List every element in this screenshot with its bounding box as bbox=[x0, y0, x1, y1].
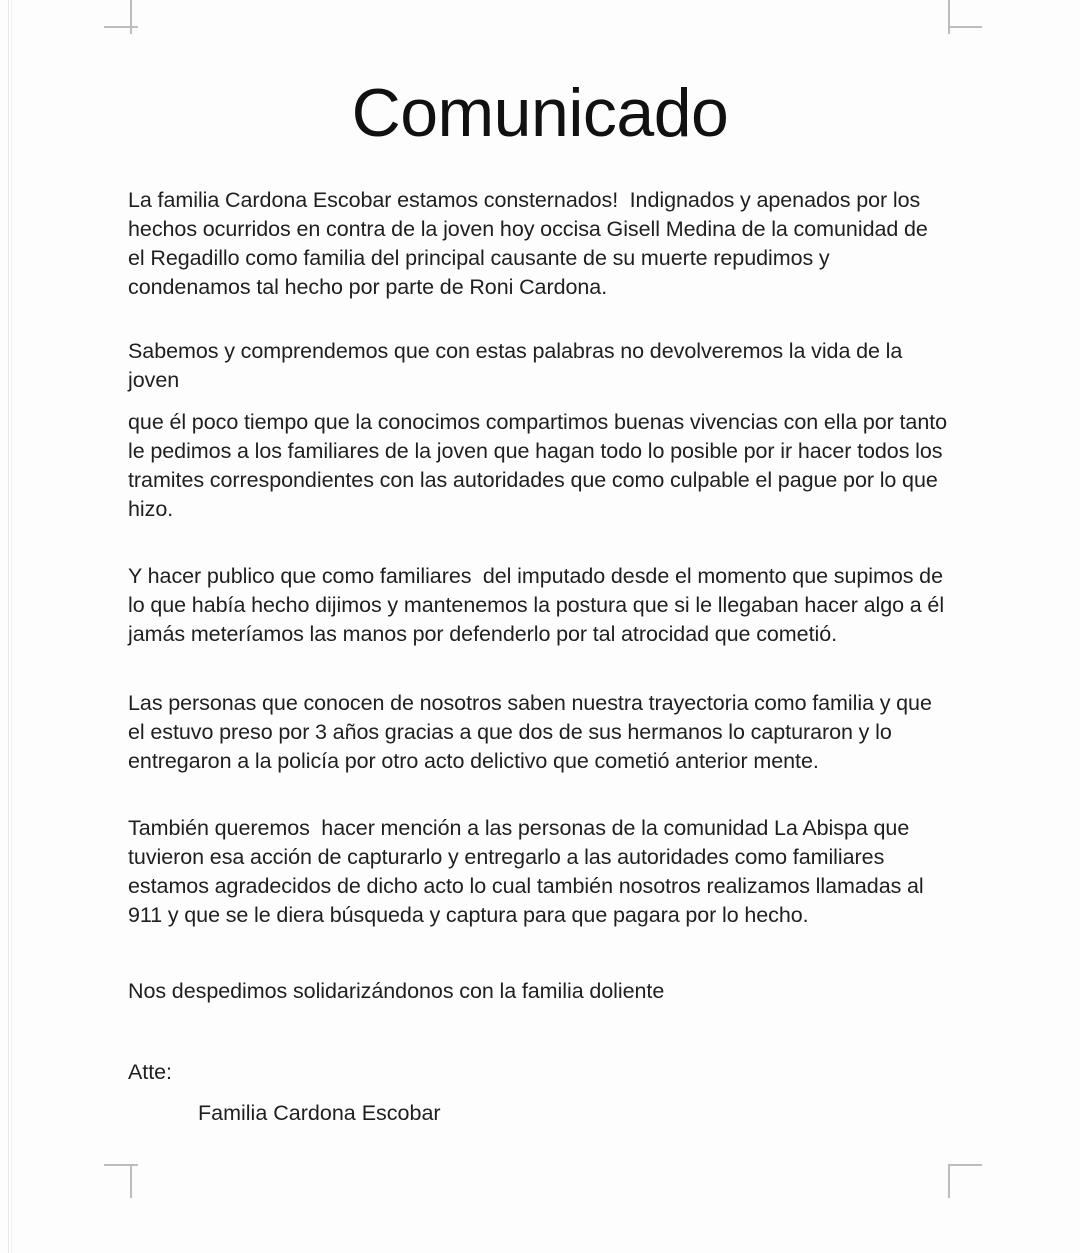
crop-mark-bottom-left bbox=[104, 1164, 138, 1198]
paragraph-5: También queremos hacer mención a las personas de la comunidad La Abispa que tuvieron esa acción de capturarlo y entregarlo a las autoridades como familiares estamos agradecidos de dicho acto lo cual también nosotros realizamos llamadas al 911 y que se le diera búsqueda y captura para que pagara por lo hecho. bbox=[128, 816, 930, 927]
crop-mark-vertical bbox=[948, 1164, 950, 1198]
page-edge-line-secondary bbox=[11, 0, 12, 1253]
page-edge-line bbox=[8, 0, 9, 1253]
document-body bbox=[128, 186, 953, 1128]
crop-mark-top-right bbox=[942, 0, 976, 34]
document-title: Comunicado bbox=[351, 74, 729, 151]
crop-mark-top-left bbox=[104, 0, 138, 34]
crop-mark-bottom-right bbox=[942, 1164, 976, 1198]
sign-off-label: Atte: bbox=[128, 1060, 172, 1084]
paragraph-2-continued: que él poco tiempo que la conocimos compartimos buenas vivencias con ella por tanto le pedimos a los familiares de la joven que hagan todo lo posible por ir hacer todos los tramites correspondientes con las autoridades que como culpable el pague por lo que hizo. bbox=[128, 410, 953, 521]
crop-mark-horizontal bbox=[948, 26, 982, 28]
crop-mark-horizontal bbox=[104, 1164, 138, 1166]
crop-mark-vertical bbox=[130, 1164, 132, 1198]
paragraph-3: Y hacer publico que como familiares del imputado desde el momento que supimos de lo que había hecho dijimos y mantenemos la postura que si le llegaban hacer algo a él jamás meteríamos las manos por defenderlo por tal atrocidad que cometió. bbox=[128, 564, 950, 646]
paragraph-1: La familia Cardona Escobar estamos consternados! Indignados y apenados por los hechos ocurridos en contra de la joven hoy occisa Gisell Medina de la comunidad de el Regadillo como familia del principal causante de su muerte repudimos y condenamos tal hecho por parte de Roni Cardona. bbox=[128, 188, 934, 299]
paragraph-2-line-1: Sabemos y comprendemos que con estas palabras no devolveremos la vida de la joven bbox=[128, 339, 908, 392]
signature: Familia Cardona Escobar bbox=[198, 1101, 441, 1125]
crop-mark-horizontal bbox=[948, 1164, 982, 1166]
crop-mark-vertical bbox=[948, 0, 950, 34]
crop-mark-horizontal bbox=[104, 26, 138, 28]
paragraph-4: Las personas que conocen de nosotros saben nuestra trayectoria como familia y que el estuvo preso por 3 años gracias a que dos de sus hermanos lo capturaron y lo entregaron a la policía por otro acto delictivo que cometió anterior mente. bbox=[128, 691, 938, 773]
crop-mark-vertical bbox=[130, 0, 132, 34]
closing-line: Nos despedimos solidarizándonos con la familia doliente bbox=[128, 979, 665, 1003]
